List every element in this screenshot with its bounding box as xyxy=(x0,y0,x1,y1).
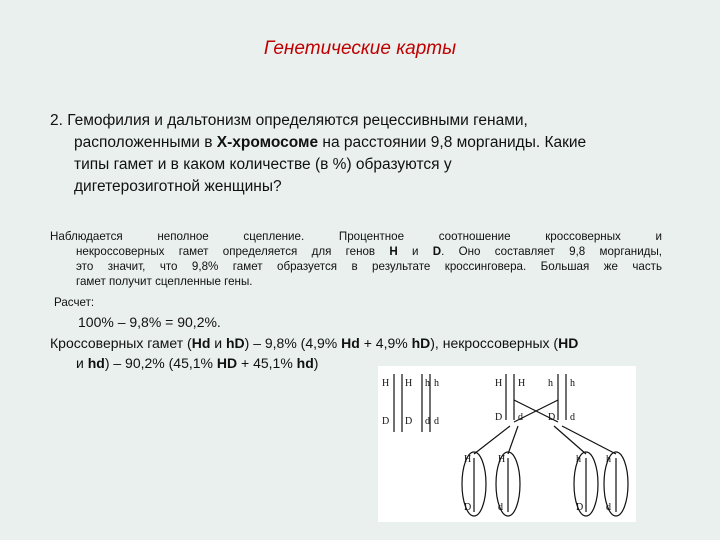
gene-label: H xyxy=(518,378,526,389)
gamete-symbol: hD xyxy=(225,335,245,351)
gene-label: H xyxy=(405,378,413,389)
arrow-line xyxy=(508,426,518,454)
gamete-symbol: HD xyxy=(216,355,238,371)
crossing-over-svg xyxy=(378,366,636,522)
result-fragment: и xyxy=(210,335,226,351)
explanation-fragment: . Оно составляет 9,8 морганиды, xyxy=(441,245,662,258)
question-line: дигетерозиготной женщины? xyxy=(74,178,282,195)
gene-label: D xyxy=(576,502,584,513)
result-fragment: ) – 9,8% (4,9% xyxy=(244,335,342,351)
question-text xyxy=(50,110,690,198)
gene-symbol: Н xyxy=(389,245,398,258)
question-line xyxy=(50,132,690,154)
gamete-symbol: hd xyxy=(87,355,105,371)
result-fragment: ) xyxy=(313,355,319,371)
gamete-symbol: Hd xyxy=(191,335,211,351)
explanation-text xyxy=(50,229,662,289)
gene-label: d xyxy=(425,416,430,427)
gene-label: h xyxy=(576,454,581,465)
question-line: типы гамет и в каком количестве (в %) образуются у xyxy=(74,156,452,173)
gene-label: D xyxy=(495,412,503,423)
arrow-line xyxy=(474,426,510,454)
gene-label: D xyxy=(548,412,556,423)
crossing-over-diagram xyxy=(378,366,636,522)
result-fragment: + 45,1% xyxy=(237,355,297,371)
gene-label: d xyxy=(606,502,611,513)
explanation-line: Наблюдается неполное сцепление. Процентное соотношение кроссоверных и xyxy=(50,230,662,243)
question-fragment: на расстоянии 9,8 морганиды. Какие xyxy=(318,134,587,151)
question-fragment: расположенными в xyxy=(74,134,217,151)
gene-symbol: D xyxy=(432,245,442,258)
question-term-x-chromosome: Х-хромосоме xyxy=(216,134,319,151)
gene-label: D xyxy=(382,416,390,427)
gamete-symbol: hD xyxy=(411,335,431,351)
gene-label: d xyxy=(434,416,439,427)
gene-label: H xyxy=(498,454,506,465)
gene-label: d xyxy=(570,412,575,423)
gene-label: D xyxy=(405,416,413,427)
explanation-fragment: и xyxy=(397,245,433,258)
gene-label: h xyxy=(570,378,575,389)
gamete-symbol: hd xyxy=(296,355,314,371)
explanation-line xyxy=(50,244,662,259)
gene-label: H xyxy=(464,454,472,465)
result-fragment: ), некроссоверных ( xyxy=(430,335,559,351)
result-fragment: + 4,9% xyxy=(359,335,412,351)
explanation-fragment: некроссоверных гамет определяется для генов xyxy=(76,245,390,258)
gene-label: H xyxy=(382,378,390,389)
explanation-line: гамет получит сцепленные гены. xyxy=(76,275,253,288)
result-fragment: Кроссоверных гамет ( xyxy=(50,335,192,351)
gene-label: H xyxy=(495,378,503,389)
result-fragment: и xyxy=(76,355,88,371)
result-fragment: ) – 90,2% (45,1% xyxy=(104,355,217,371)
gene-label: d xyxy=(498,502,503,513)
slide-title: Генетические карты xyxy=(263,38,457,59)
explanation-line: это значит, что 9,8% гамет образуется в результате кроссинговера. Большая же часть xyxy=(76,260,662,273)
gamete-symbol: Hd xyxy=(341,335,360,351)
gene-label: d xyxy=(518,412,523,423)
gene-label: D xyxy=(464,502,472,513)
calc-label: Расчет: xyxy=(54,296,95,309)
question-line: 2. Гемофилия и дальтонизм определяются рецессивными генами, xyxy=(50,112,528,129)
gene-label: h xyxy=(425,378,430,389)
gene-label: h xyxy=(434,378,439,389)
gene-label: h xyxy=(548,378,553,389)
gene-label: h xyxy=(606,454,611,465)
calc-formula: 100% – 9,8% = 90,2%. xyxy=(78,314,221,330)
gamete-symbol: HD xyxy=(558,335,579,351)
